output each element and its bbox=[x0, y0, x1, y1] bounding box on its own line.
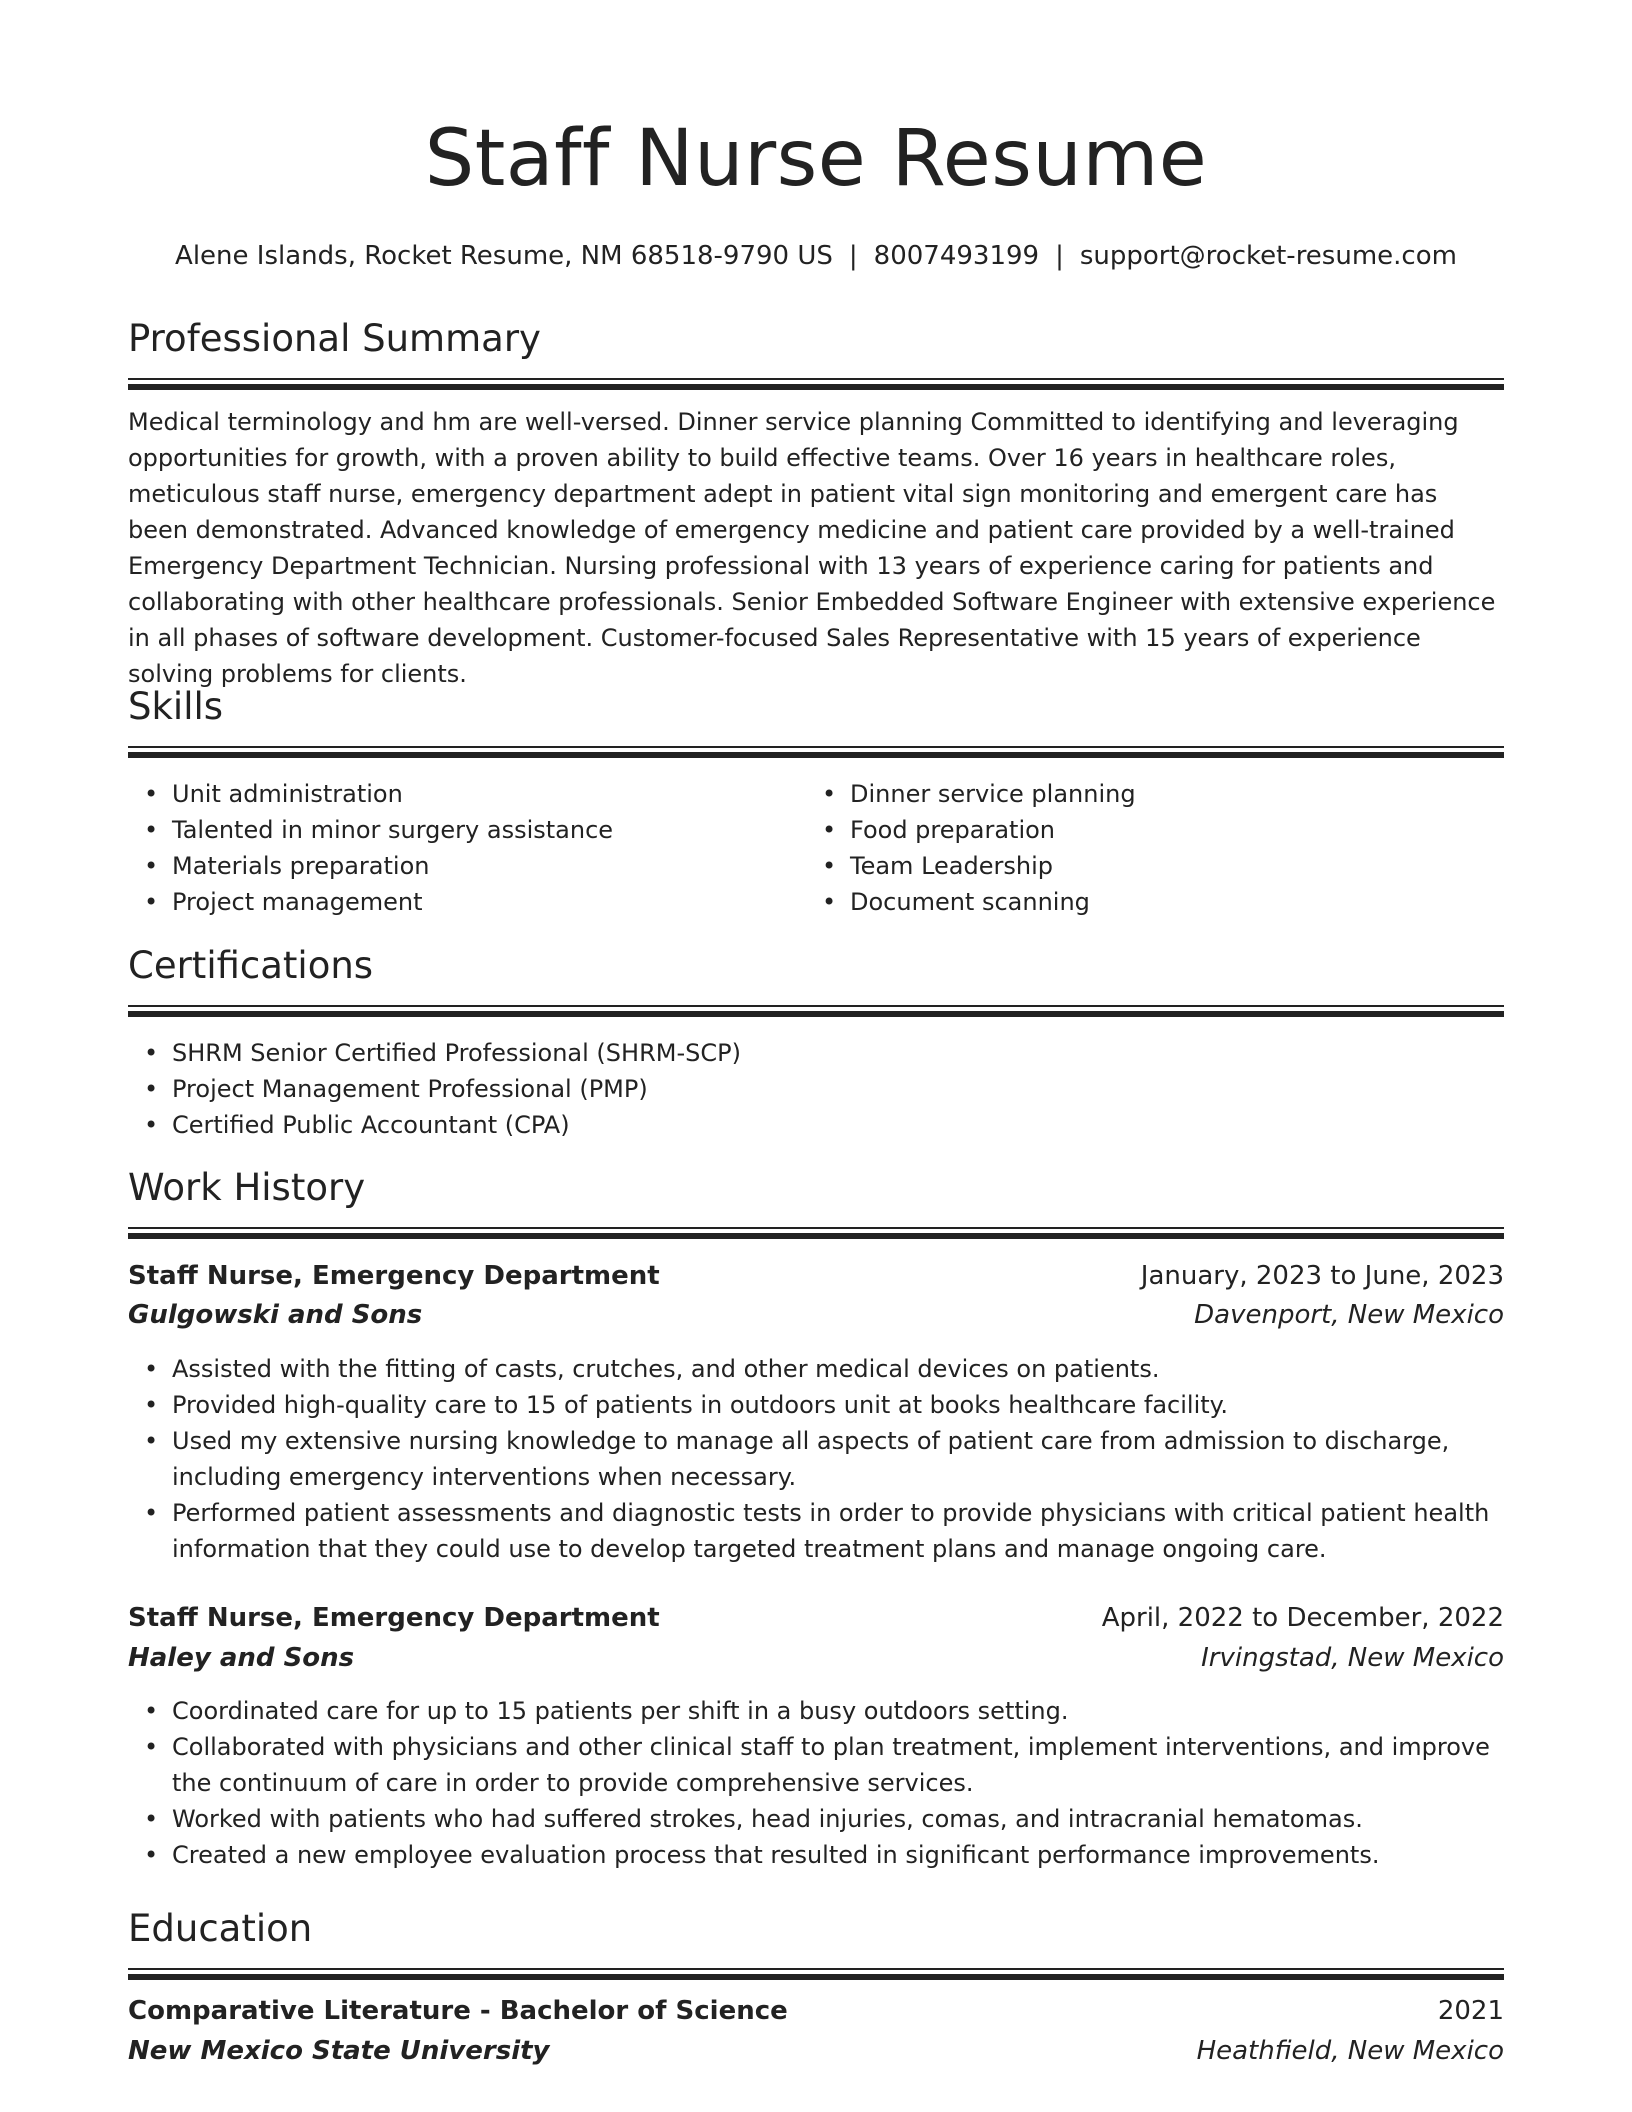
certification-item: • Project Management Professional (PMP) bbox=[172, 1071, 1504, 1107]
section-divider bbox=[128, 1968, 1504, 1970]
summary-heading: Professional Summary bbox=[128, 317, 541, 360]
section-divider bbox=[128, 746, 1504, 748]
contact-line bbox=[128, 241, 1504, 272]
skills-right-column bbox=[806, 776, 1504, 920]
section-divider bbox=[128, 752, 1504, 758]
certification-item: • Certified Public Accountant (CPA) bbox=[172, 1107, 1504, 1143]
job-title: Staff Nurse, Emergency Department bbox=[128, 1261, 660, 1291]
job-bullet: • Coordinated care for up to 15 patients per shift in a busy outdoors setting. bbox=[172, 1693, 1504, 1729]
skills-left-list bbox=[128, 776, 806, 920]
certifications-heading: Certifications bbox=[128, 944, 374, 987]
contact-email: support@rocket-resume.com bbox=[1079, 241, 1457, 271]
skill-item: • Food preparation bbox=[850, 812, 1504, 848]
job-bullet: • Used my extensive nursing knowledge to manage all aspects of patient care from admission to discharge, including emergency interventions when necessary. bbox=[172, 1423, 1504, 1495]
job-location: Davenport, New Mexico bbox=[1194, 1300, 1504, 1330]
education-location: Heathfield, New Mexico bbox=[1196, 2036, 1504, 2066]
education-section bbox=[128, 1907, 1504, 2066]
job-bullet: • Assisted with the fitting of casts, crutches, and other medical devices on patients. bbox=[172, 1351, 1504, 1387]
contact-separator: | bbox=[848, 241, 858, 271]
job-location: Irvingstad, New Mexico bbox=[1201, 1643, 1504, 1673]
job-bullet: • Collaborated with physicians and other clinical staff to plan treatment, implement interventions, and improve the continuum of care in order to provide comprehensive services. bbox=[172, 1729, 1504, 1801]
skill-item: • Unit administration bbox=[172, 776, 806, 812]
job-company: Gulgowski and Sons bbox=[128, 1300, 423, 1330]
contact-separator: | bbox=[1055, 241, 1064, 271]
section-divider bbox=[128, 1011, 1504, 1017]
job-bullets bbox=[128, 1351, 1504, 1567]
job-bullet: • Worked with patients who had suffered strokes, head injuries, comas, and intracranial hematomas. bbox=[172, 1801, 1504, 1837]
certifications-list bbox=[128, 1035, 1504, 1143]
education-heading: Education bbox=[128, 1907, 313, 1950]
section-divider bbox=[128, 1233, 1504, 1239]
section-divider bbox=[128, 384, 1504, 390]
section-divider bbox=[128, 1005, 1504, 1007]
job-bullet: • Provided high-quality care to 15 of patients in outdoors unit at books healthcare facility. bbox=[172, 1387, 1504, 1423]
summary-text: Medical terminology and hm are well-versed. Dinner service planning Committed to identifying and leveraging opportunities for growth, with a proven ability to build effective teams. Over 16 years in healthcare roles, meticulous staff nurse, emergency department adept in patient vital sign monitoring and emergent care has been demonstrated. Advanced knowledge of emergency medicine and patient care provided by a well-trained Emergency Department Technician. Nursing professional with 13 years of experience caring for patients and collaborating with other healthcare professionals. Senior Embedded Software Engineer with extensive experience in all phases of software development. Customer-focused Sales Representative with 15 years of experience solving problems for clients. bbox=[128, 408, 1496, 688]
job-bullet: • Performed patient assessments and diagnostic tests in order to provide physicians with critical patient health information that they could use to develop targeted treatment plans and manage ongoing care. bbox=[172, 1495, 1504, 1567]
job-dates: April, 2022 to December, 2022 bbox=[1101, 1603, 1504, 1633]
job-bullets bbox=[128, 1693, 1504, 1873]
skill-item: • Talented in minor surgery assistance bbox=[172, 812, 806, 848]
section-divider bbox=[128, 378, 1504, 380]
skills-section bbox=[128, 685, 1504, 916]
education-year: 2021 bbox=[1437, 1996, 1504, 2026]
summary-section bbox=[128, 317, 1504, 688]
skill-item: • Materials preparation bbox=[172, 848, 806, 884]
skill-item: • Team Leadership bbox=[850, 848, 1504, 884]
job-title: Staff Nurse, Emergency Department bbox=[128, 1603, 660, 1633]
section-divider bbox=[128, 1227, 1504, 1229]
skills-left-column bbox=[128, 776, 806, 920]
certifications-section bbox=[128, 944, 1504, 1139]
education-degree: Comparative Literature - Bachelor of Science bbox=[128, 1996, 788, 2026]
contact-phone: 8007493199 bbox=[873, 241, 1040, 271]
skills-right-list bbox=[806, 776, 1504, 920]
job-company: Haley and Sons bbox=[128, 1643, 355, 1673]
resume-title: Staff Nurse Resume bbox=[424, 114, 1208, 204]
section-divider bbox=[128, 1974, 1504, 1980]
education-school: New Mexico State University bbox=[128, 2036, 550, 2066]
skill-item: • Dinner service planning bbox=[850, 776, 1504, 812]
job-dates: January, 2023 to June, 2023 bbox=[1140, 1261, 1504, 1291]
skills-heading: Skills bbox=[128, 685, 224, 728]
work-history-heading: Work History bbox=[128, 1166, 366, 1209]
skill-item: • Project management bbox=[172, 884, 806, 920]
certification-item: • SHRM Senior Certified Professional (SHRM-SCP) bbox=[172, 1035, 1504, 1071]
work-history-section bbox=[128, 1166, 1504, 1869]
job-bullet: • Created a new employee evaluation process that resulted in significant performance improvements. bbox=[172, 1837, 1504, 1873]
contact-address: Alene Islands, Rocket Resume, NM 68518-9790 US bbox=[175, 241, 833, 271]
skill-item: • Document scanning bbox=[850, 884, 1504, 920]
